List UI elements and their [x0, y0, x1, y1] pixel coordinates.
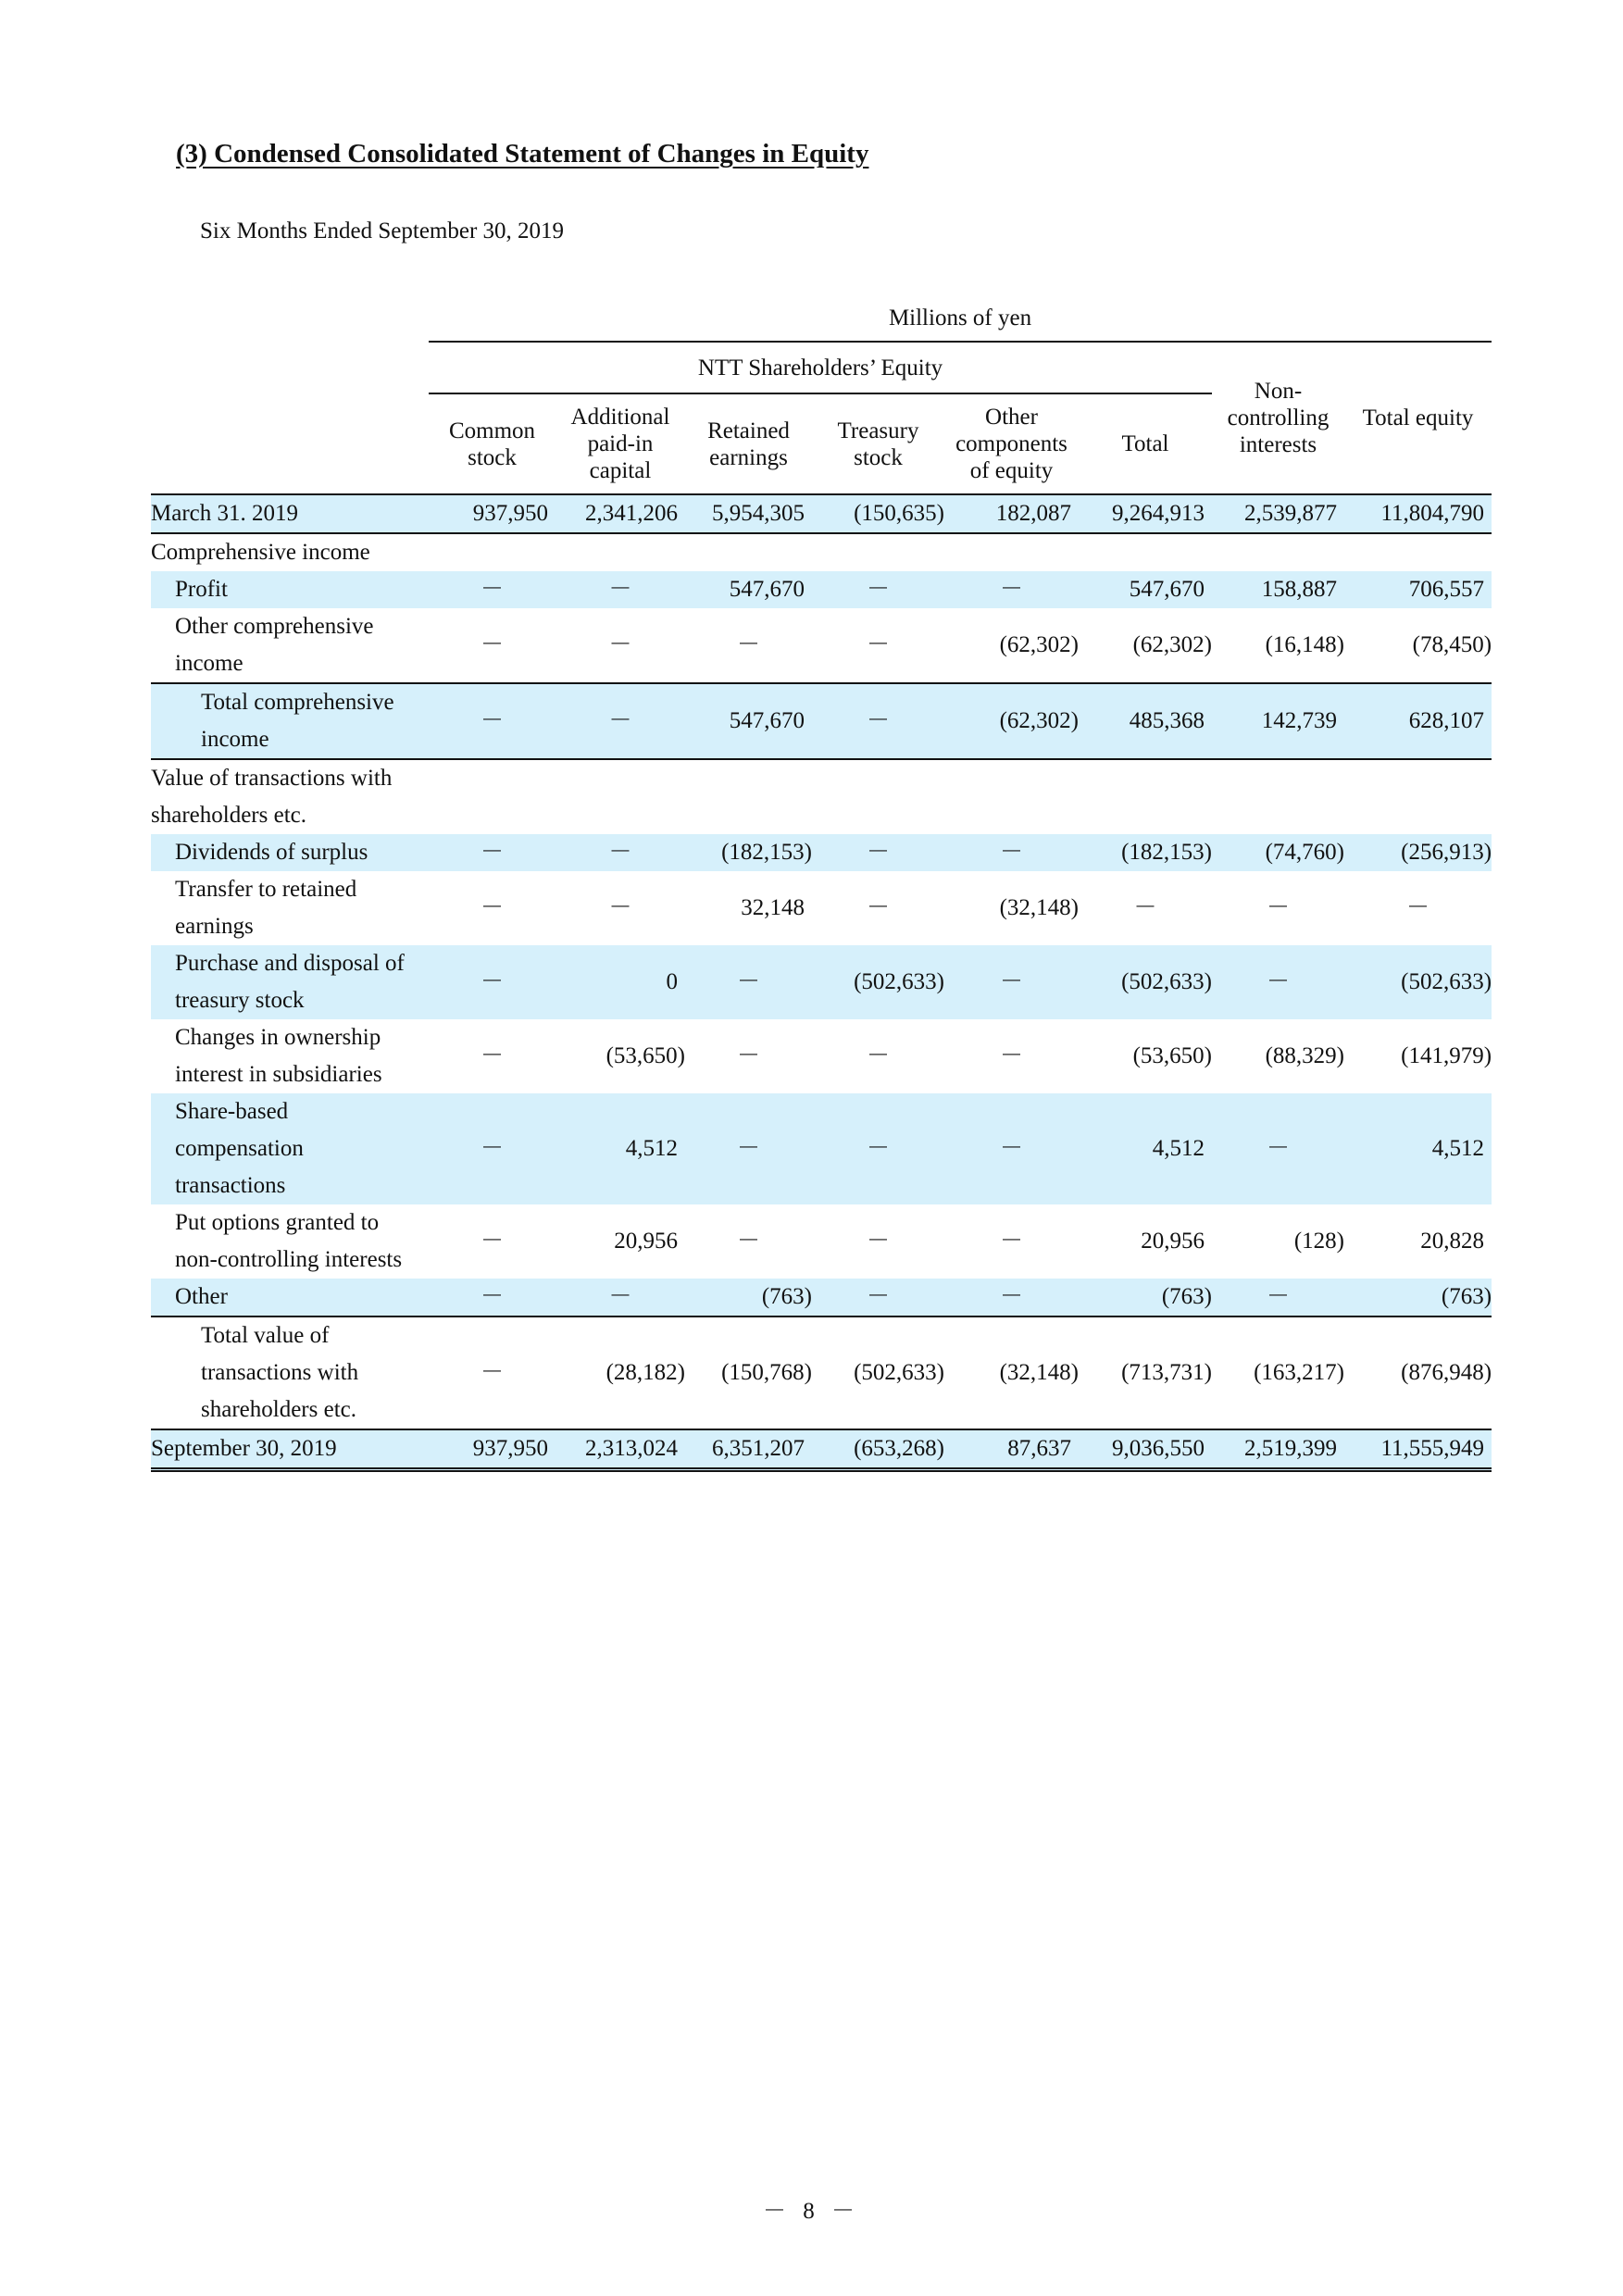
row-label-line: income [201, 727, 269, 752]
value-cell: － [812, 834, 944, 871]
row-label-line: treasury stock [175, 988, 305, 1013]
col-header-line: Total equity [1362, 406, 1474, 430]
value-cell: 2,519,399 [1212, 1429, 1344, 1470]
row-label-line: transactions [175, 1173, 286, 1198]
value-cell: 4,512 [1079, 1093, 1212, 1204]
value-cell: － [866, 1043, 890, 1068]
value-cell: － [480, 895, 504, 920]
col-header-line: Common [448, 418, 536, 443]
row-share-based-compensation [151, 1093, 1492, 1204]
row-label [151, 1019, 429, 1093]
value-cell: 0 [556, 945, 685, 1019]
value-cell: (182,153) [1079, 834, 1212, 871]
row-other-comprehensive-income [151, 608, 1492, 683]
row-label-line: Other [175, 1284, 228, 1309]
col-header-total-equity [1344, 342, 1492, 494]
row-label [151, 759, 429, 834]
col-header-line: Non- [1254, 379, 1303, 404]
col-header-common-stock [429, 393, 556, 494]
value-cell: (53,650) [606, 1043, 685, 1068]
value-cell: 5,954,305 [685, 494, 812, 533]
value-cell [1344, 759, 1492, 834]
value-cell [429, 533, 556, 571]
value-cell: － [944, 945, 1079, 1019]
value-cell: － [429, 945, 556, 1019]
row-label-line: Transfer to retained [175, 877, 357, 902]
value-cell: (763) [1079, 1279, 1212, 1316]
row-other [151, 1279, 1492, 1316]
value-cell: 937,950 [429, 1429, 556, 1470]
value-cell: － [480, 1229, 504, 1254]
row-label-line: Share-based [175, 1099, 289, 1124]
value-cell: － [866, 632, 890, 657]
value-cell: － [556, 571, 685, 608]
value-cell [1212, 759, 1344, 834]
row-put-options [151, 1204, 1492, 1279]
value-cell: － [556, 834, 685, 871]
value-cell: 547,670 [685, 571, 812, 608]
value-cell: － [1212, 945, 1344, 1019]
row-label [151, 608, 429, 683]
col-header-other-components [944, 393, 1079, 494]
value-cell: － [944, 1279, 1079, 1316]
col-header-line: Total [1121, 431, 1169, 456]
col-header-line: Retained [707, 418, 790, 443]
row-march-31-2019 [151, 494, 1492, 533]
value-cell: (182,153) [685, 834, 812, 871]
value-cell: 32,148 [741, 895, 805, 920]
value-cell: (53,650) [1132, 1043, 1212, 1068]
value-cell: 20,828 [1420, 1229, 1485, 1254]
value-cell: － [736, 1043, 760, 1068]
value-cell: － [736, 1229, 760, 1254]
row-changes-in-ownership-interest [151, 1019, 1492, 1093]
value-cell: － [999, 1043, 1023, 1068]
value-cell: － [429, 1316, 556, 1429]
value-cell: (62,302) [944, 683, 1079, 759]
value-cell: (32,148) [944, 1316, 1079, 1429]
value-cell: － [1212, 1279, 1344, 1316]
value-cell: (16,148) [1265, 632, 1344, 657]
value-cell: － [944, 571, 1079, 608]
value-cell: 2,313,024 [556, 1429, 685, 1470]
value-cell: (502,633) [1344, 945, 1492, 1019]
value-cell: － [812, 1093, 944, 1204]
value-cell: － [812, 571, 944, 608]
row-label-line: earnings [175, 914, 254, 939]
row-label [151, 945, 429, 1019]
value-cell: (128) [1293, 1229, 1344, 1254]
row-label-line: Value of transactions with [151, 766, 393, 791]
value-cell [812, 533, 944, 571]
value-cell: 11,804,790 [1344, 494, 1492, 533]
value-cell: 142,739 [1212, 683, 1344, 759]
value-cell: (256,913) [1344, 834, 1492, 871]
value-cell: (150,635) [812, 494, 944, 533]
col-header-non-controlling [1212, 342, 1344, 494]
row-total-value-of-transactions [151, 1316, 1492, 1429]
value-cell: 20,956 [1141, 1229, 1205, 1254]
value-cell: 158,887 [1212, 571, 1344, 608]
row-label [151, 1204, 429, 1279]
value-cell: － [608, 632, 632, 657]
value-cell: 9,264,913 [1079, 494, 1212, 533]
col-header-retained-earnings [685, 393, 812, 494]
value-cell: － [866, 895, 890, 920]
col-header-line: earnings [709, 444, 788, 470]
value-cell: 547,670 [685, 683, 812, 759]
value-cell: 20,956 [614, 1229, 678, 1254]
row-label-line: Total value of [201, 1323, 330, 1348]
row-label-line: September 30, 2019 [151, 1436, 337, 1461]
value-cell: － [944, 834, 1079, 871]
value-cell [944, 759, 1079, 834]
col-header-treasury-stock [812, 393, 944, 494]
col-header-line: capital [589, 458, 652, 483]
value-cell: 937,950 [429, 494, 556, 533]
value-cell: (78,450) [1412, 632, 1492, 657]
value-cell: － [429, 1279, 556, 1316]
value-cell [1212, 533, 1344, 571]
value-cell: 628,107 [1344, 683, 1492, 759]
value-cell: － [608, 895, 632, 920]
row-purchase-disposal-treasury-stock [151, 945, 1492, 1019]
value-cell [685, 759, 812, 834]
row-label [151, 494, 429, 533]
value-cell: － [999, 1229, 1023, 1254]
row-label-line: shareholders etc. [201, 1397, 356, 1422]
value-cell: (74,760) [1212, 834, 1344, 871]
col-header-line: of equity [969, 458, 1054, 483]
value-cell: (653,268) [812, 1429, 944, 1470]
value-cell: － [812, 1279, 944, 1316]
col-header-line: components [955, 431, 1067, 456]
col-header-line: paid-in [587, 431, 654, 456]
value-cell: － [480, 632, 504, 657]
row-label-line: shareholders etc. [151, 803, 306, 828]
row-label [151, 1279, 429, 1316]
units-header: Millions of yen [888, 305, 1032, 331]
value-cell: (502,633) [1079, 945, 1212, 1019]
col-header-additional-paid-in-capital [556, 393, 685, 494]
value-cell: (502,633) [812, 945, 944, 1019]
row-label-line: compensation [175, 1136, 304, 1161]
value-cell: 2,341,206 [556, 494, 685, 533]
row-value-of-transactions-heading [151, 759, 1492, 834]
row-transfer-to-retained-earnings [151, 871, 1492, 945]
value-cell [685, 533, 812, 571]
value-cell: (763) [685, 1279, 812, 1316]
value-cell: (502,633) [812, 1316, 944, 1429]
value-cell: (713,731) [1079, 1316, 1212, 1429]
row-label-line: March 31. 2019 [151, 501, 298, 526]
value-cell: － [944, 1093, 1079, 1204]
row-label [151, 683, 429, 759]
value-cell: 9,036,550 [1079, 1429, 1212, 1470]
value-cell: － [429, 571, 556, 608]
row-label [151, 871, 429, 945]
value-cell: － [866, 1229, 890, 1254]
value-cell: (62,302) [1132, 632, 1212, 657]
col-header-line: Treasury [837, 418, 919, 443]
col-header-line: interests [1239, 432, 1317, 457]
equity-changes-table [151, 294, 1492, 1472]
value-cell [556, 759, 685, 834]
value-cell: － [1266, 895, 1290, 920]
row-label-line: transactions with [201, 1360, 359, 1385]
value-cell: － [429, 834, 556, 871]
row-label-line: Other comprehensive [175, 614, 374, 639]
value-cell: (28,182) [556, 1316, 685, 1429]
row-label-line: Purchase and disposal of [175, 951, 405, 976]
value-cell: (150,768) [685, 1316, 812, 1429]
col-header-total [1079, 393, 1212, 494]
period-subtitle: Six Months Ended September 30, 2019 [200, 218, 565, 243]
value-cell: 87,637 [944, 1429, 1079, 1470]
value-cell: 706,557 [1344, 571, 1492, 608]
row-label-line: interest in subsidiaries [175, 1062, 382, 1087]
value-cell: 6,351,207 [685, 1429, 812, 1470]
row-label [151, 834, 429, 871]
value-cell [1344, 533, 1492, 571]
row-label [151, 533, 429, 571]
value-cell: － [736, 632, 760, 657]
value-cell [429, 759, 556, 834]
value-cell [812, 759, 944, 834]
value-cell: 11,555,949 [1344, 1429, 1492, 1470]
value-cell: － [685, 945, 812, 1019]
page-number: － 8 － [762, 2199, 860, 2224]
row-profit [151, 571, 1492, 608]
row-label-line: non-controlling interests [175, 1247, 403, 1272]
value-cell: － [685, 1093, 812, 1204]
value-cell: － [1406, 895, 1430, 920]
row-label-line: Put options granted to [175, 1210, 380, 1235]
statement-title: (3) Condensed Consolidated Statement of Changes in Equity [176, 139, 869, 168]
value-cell: － [429, 1093, 556, 1204]
value-cell: 4,512 [1344, 1093, 1492, 1204]
row-september-30-2019 [151, 1429, 1492, 1470]
value-cell: － [556, 683, 685, 759]
value-cell [1079, 533, 1212, 571]
row-label-line: income [175, 651, 243, 676]
value-cell: (763) [1344, 1279, 1492, 1316]
col-header-line: controlling [1227, 406, 1330, 430]
row-label-line: Total comprehensive [201, 690, 394, 715]
value-cell: － [429, 683, 556, 759]
value-cell [944, 533, 1079, 571]
value-cell: (88,329) [1265, 1043, 1344, 1068]
value-cell: (62,302) [999, 632, 1079, 657]
value-cell [1079, 759, 1212, 834]
value-cell: (163,217) [1212, 1316, 1344, 1429]
row-label-line: Dividends of surplus [175, 840, 368, 865]
row-label-line: Profit [175, 577, 228, 602]
row-label [151, 1093, 429, 1204]
value-cell: 182,087 [944, 494, 1079, 533]
row-label [151, 571, 429, 608]
col-header-line: stock [468, 444, 517, 470]
value-cell: － [556, 1279, 685, 1316]
row-label [151, 1316, 429, 1429]
col-header-line: Other [985, 405, 1038, 430]
value-cell: － [480, 1043, 504, 1068]
value-cell: 547,670 [1079, 571, 1212, 608]
value-cell [556, 533, 685, 571]
value-cell: 4,512 [556, 1093, 685, 1204]
value-cell: － [812, 683, 944, 759]
shareholders-equity-group-header: NTT Shareholders’ Equity [429, 342, 1212, 393]
value-cell: 485,368 [1079, 683, 1212, 759]
value-cell: － [1133, 895, 1157, 920]
col-header-line: stock [854, 444, 903, 470]
row-total-comprehensive-income [151, 683, 1492, 759]
value-cell: (876,948) [1344, 1316, 1492, 1429]
value-cell: － [1212, 1093, 1344, 1204]
value-cell: (141,979) [1401, 1043, 1492, 1068]
col-header-line: Additional [570, 405, 670, 430]
value-cell: (32,148) [999, 895, 1079, 920]
row-comprehensive-income-heading [151, 533, 1492, 571]
row-label-line: Comprehensive income [151, 540, 370, 565]
row-label [151, 1429, 429, 1470]
row-label-line: Changes in ownership [175, 1025, 381, 1050]
value-cell: 2,539,877 [1212, 494, 1344, 533]
row-dividends-of-surplus [151, 834, 1492, 871]
